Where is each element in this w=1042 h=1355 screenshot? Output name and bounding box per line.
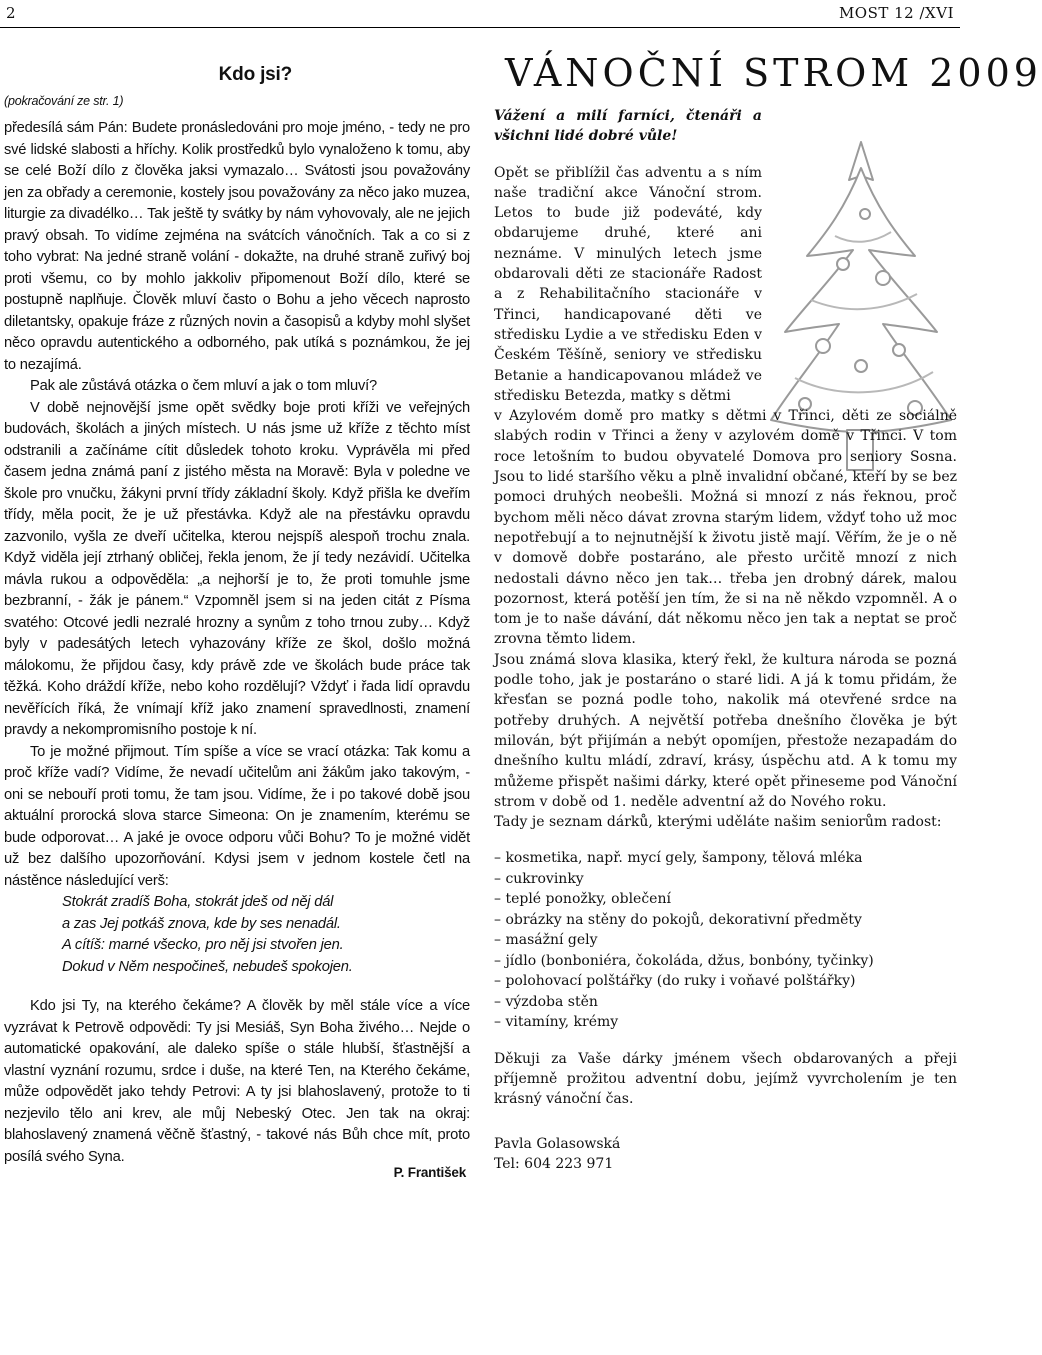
list-item: – obrázky na stěny do pokojů, dekorativní předměty <box>494 911 862 928</box>
continuation-note: (pokračování ze str. 1) <box>4 94 124 108</box>
list-item: – cukrovinky <box>494 870 584 887</box>
list-item: – jídlo (bonboniéra, čokoláda, džus, bonbóny, tyčinky) <box>494 952 874 969</box>
list-item: – masážní gely <box>494 932 598 949</box>
paragraph: Kdo jsi Ty, na kterého čekáme? A člověk by měl stále více a více vyzrávat k Petrově odpovědi: Ty jsi Mesiáš, Syn Boha živého… Nejde o automatické opakování, ale daleko spíše o stále hlubší, šťastnější a vlastní vyznání rozumu, srdce i duše, na které Ten, na Kterého čekáme, může odpovědět jako tehdy Petrovi: A ty jsi blahoslavený, protože to ti nezjevilo tělo ani krev, ale můj Nebeský Otec. Jen tak na okraj: blahoslavený znamená věčně šťastný, - takové nás Bůh chce mít, proto posílá svého Syna. <box>4 998 470 1165</box>
paragraph: Jsou známá slova klasika, který řekl, že kultura národa se pozná podle toho, jak je postaráno o staré lidi. A já k tomu přidám, že křesťan se pozná podle toho, nakolik má otevřené srdce na potřeby druhých. A největší potřeba dnešního člověka je být milován, být přijímán a nebýt opomíjen, přestože nezapadám do dnešního kultu mládí, zdraví, krásy, úspěchu atd. A k tomu my můžeme přispět našimi dárky, které opět přineseme pod Vánoční strom v době od 1. neděle adventní až do Nového roku. <box>494 651 957 810</box>
closing-thanks: Děkuji za Vaše dárky jménem všech obdarovaných a přeji příjemně prožitou adventní dobu, jejímž vyvrcholením je ten krásný vánoční čas. <box>494 1050 957 1108</box>
paragraph: Pak ale zůstává otázka o čem mluví a jak o tom mluví? <box>30 378 377 394</box>
poem-line: Stokrát zradíš Boha, stokrát jdeš od něj dál <box>62 894 334 910</box>
paragraph: To je možné přijmout. Tím spíše a více se vrací otázka: Tak komu a proč kříže vadí? Vidíme, že nevadí učitelům ani žákům jako takovým, - oni se nebouří proti tomu, že tam jsou. Vidíme, že i po takové době jsou aktuální prorocká slova starce Simeona: On je znamením, kterému se bude odporovat… A jaké je ovoce odporu vůči Bohu? To je možné vidět už bez dalšího upozorňování. Kdysi jsem v jednom kostele četl na nástěnce následující verš: <box>4 743 470 889</box>
header-rule <box>0 27 960 28</box>
article-title: Kdo jsi? <box>218 64 292 85</box>
list-item: – vitamíny, krémy <box>494 1014 619 1031</box>
poem-line: Dokud v Něm nespočineš, nebudeš spokojen. <box>62 958 353 975</box>
paragraph: předesílá sám Pán: Budete pronásledováni pro moje jméno, - tedy ne pro své lidské slabosti a hříchy. Kolik prostředků bylo vynaloženo k tomu, aby se celé Boží dílo z člověka jaksi vymazalo… Svátosti jsou považovány jen za obřady a ceremonie, kostely jsou považovány za něco jako muzea, liturgie za divadélko… Tak ještě ty svátky by nám vyhovovaly, ale ne jejich pravý obsah. To vidíme zejména na svátcích vánočních. Tak a co si z toho vybrat: Na jedné straně volání - dokažte, na druhé straně zuřivý boj proti všemu, co by mohlo jakkoliv připomenout Boží dílo, které se postupně naplňuje. Člověk mluví často o Bohu a jeho věcech naprosto diletantsky, opakuje fráze z různých novin a časopisů a kdyby mohl slyšet něco opravdu autentického a odborného, pak utíká s poznámkou, že jej to nezajímá. <box>4 120 470 373</box>
poem-line: A cítíš: marné všecko, pro něj jsi stvořen jen. <box>62 937 344 953</box>
paragraph: V době nejnovější jsme opět svědky boje proti kříži ve veřejných budovách, školách a jiných místech. U nás jsme už kříže z těchto míst odstranili a začínáme cítit důsledek tohoto kroku. Vyprávěla mi před časem jedna známá paní z jistého města na Moravě: Byla v poledne ve škole pro vnučku, žákyni první třídy základní školy. Když přišla ke dveřím třídy, měla pocit, že je už přestávka. Když ale na přestávku opravdu zazvonilo, vyšla ze dveří učitelka, kterou nejspíš alespoň trochu znala. Když viděla její ztrhaný obličej, řekla jenom, že jí tedy nezávidí. Učitelka mávla rukou a odpověděla: „a nejhorší je to, že proti tomuhle jsme bezbranní, - žák je pánem.“ Vzpomněl jsem si na jeden citát z Písma svatého: Otcové jedli nezralé hrozny a synům z toho trnou zuby… Když byly v padesátých letech vyhazovány kříže ze škol, došlo možná málokomu, že přijdou časy, kdy právě zde ve školách bude práce tak těžká. Koho dráždí kříže, nebo koho rozdělují? Vždyť i řada lidí opravdu nevěřících říká, že vnímají kříž jako znamení spravedlnosti, znamení pravdy a nekompromisního postoje k ní. <box>4 399 470 738</box>
list-item: – výzdoba stěn <box>494 993 598 1010</box>
author-phone: Tel: 604 223 971 <box>494 1156 614 1173</box>
paragraph: Opět se přiblížil čas adventu a s ním naše tradiční akce Vánoční strom. Letos to bude již podeváté, kdy obdarujeme druhé, které ani neznáme. V minulých letech jsme obdarovali děti ze stacionáře Radost a z Rehabilitačního stacionáře v Třinci, handicapované děti ve středisku Lydie a ve středisku Eden v Českém Těšíně, seniory ve středisku Betanie a handicapovanou mládež ve středisku Betezda, matky s dětmi <box>494 164 762 404</box>
poem <box>62 892 470 978</box>
christmas-tree-article-title: VÁNOČNÍ STROM 2009 <box>505 51 1042 95</box>
signature: P. František <box>393 1165 466 1180</box>
gift-list <box>494 848 957 1033</box>
issue-label: MOST 12 /XVI <box>838 4 954 22</box>
greeting: Vážení a milí farníci, čtenáři a všichni lidé dobré vůle! <box>494 108 762 145</box>
paragraph: Tady je seznam dárků, kterými uděláte našim seniorům radost: <box>494 814 942 831</box>
poem-line: a zas Jej potkáš znova, kde by ses nenadál. <box>62 915 341 932</box>
list-item: – polohovací polštářky (do ruky i voňavé polštářky) <box>494 973 856 990</box>
list-item: – teplé ponožky, oblečení <box>494 891 671 908</box>
list-item: – kosmetika, např. mycí gely, šampony, tělová mléka <box>494 850 863 867</box>
right-column <box>494 106 957 1174</box>
left-column <box>4 64 470 1184</box>
page-number: 2 <box>6 4 16 22</box>
paragraph: v Azylovém domě pro matky s dětmi v Třinci, děti ze sociálně slabých rodin v Třinci a ženy v azylovém domě v Třinci. V tom roce letošním to budou obyvatelé Domova pro seniory Sosna. Jsou to lidé staršího věku a plně invalidní občané, kteří by se bez pomoci druhých neobešli. Možná si mnozí z nás řeknou, proč bychom měli něco dávat zrovna starým lidem, vždyť toho už moc nepotřebují a to nejnutnější k životu jistě mají. Věřím, že je o ně v domově dobře postaráno, ale přesto určitě mnozí z nich nedostali dávno něco jen tak… třeba jen drobný dárek, malou pozornost, která potěší jen tím, že si na ně někdo vzpomněl. A o tom je to naše dávání, dát někomu něco jen tak a neptat se proč zrovna těmto lidem. <box>494 408 957 648</box>
author-name: Pavla Golasowská <box>494 1135 621 1152</box>
